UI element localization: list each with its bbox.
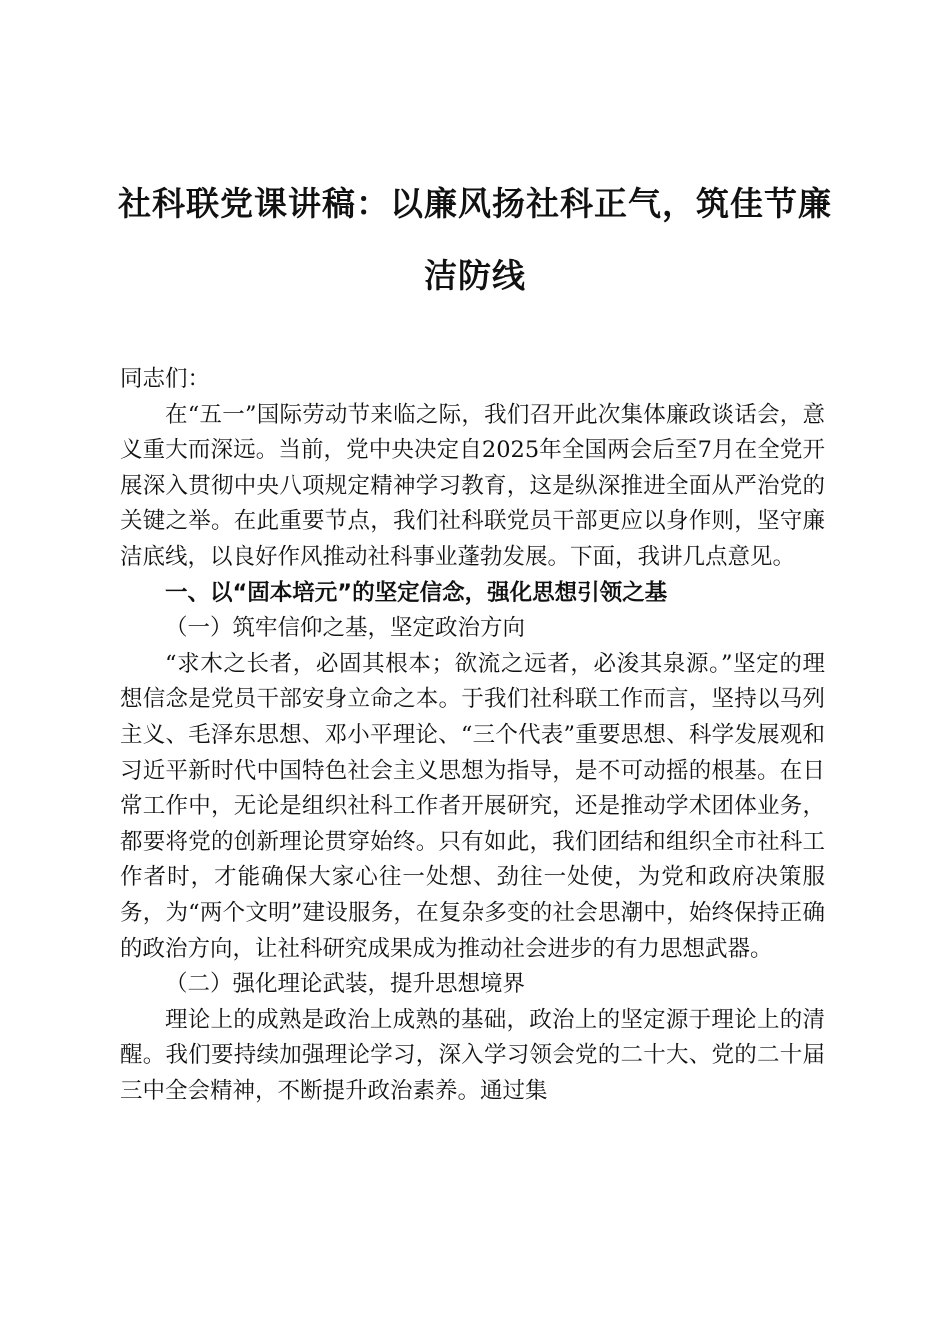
body-paragraph-1: “求木之长者，必固其根本；欲流之远者，必浚其泉源。”坚定的理想信念是党员干部安身立命之本。于我们社科联工作而言，坚持以马列主义、毛泽东思想、邓小平理论、“三个代表”重要思想、科学发展观和习近平新时代中国特色社会主义思想为指导，是不可动摇的根基。在日常工作中，无论是组织社科工作者开展研究，还是推动学术团体业务，都要将党的创新理论贯穿始终。只有如此，我们团结和组织全市社科工作者时，才能确保大家心往一处想、劲往一处使，为党和政府决策服务，为“两个文明”建设服务，在复杂多变的社会思潮中，始终保持正确的政治方向，让社科研究成果成为推动社会进步的有力思想武器。	[120, 650, 825, 962]
intro-paragraph: 在“五一”国际劳动节来临之际，我们召开此次集体廉政谈话会，意义重大而深远。当前，党中央决定自2025年全国两会后至7月在全党开展深入贯彻中央八项规定精神学习教育，这是纵深推进全面从严治党的关键之举。在此重要节点，我们社科联党员干部更应以身作则，坚守廉洁底线，以良好作风推动社科事业蓬勃发展。下面，我讲几点意见。	[120, 401, 825, 570]
subsection-heading-2: （二）强化理论武装，提升思想境界	[165, 971, 526, 998]
subsection-heading-1: （一）筑牢信仰之基，坚定政治方向	[165, 615, 526, 642]
body-paragraph-2: 理论上的成熟是政治上成熟的基础，政治上的坚定源于理论上的清醒。我们要持续加强理论学习，深入学习领会党的二十大、党的二十届三中全会精神，不断提升政治素养。通过集	[120, 1006, 825, 1104]
section-heading-1: 一、以“固本培元”的坚定信念，强化思想引领之基	[165, 579, 668, 606]
document-title: 社科联党课讲稿：以廉风扬社科正气，筑佳节廉洁防线	[118, 184, 832, 295]
document-body	[120, 362, 825, 1109]
salutation: 同志们：	[120, 366, 211, 392]
